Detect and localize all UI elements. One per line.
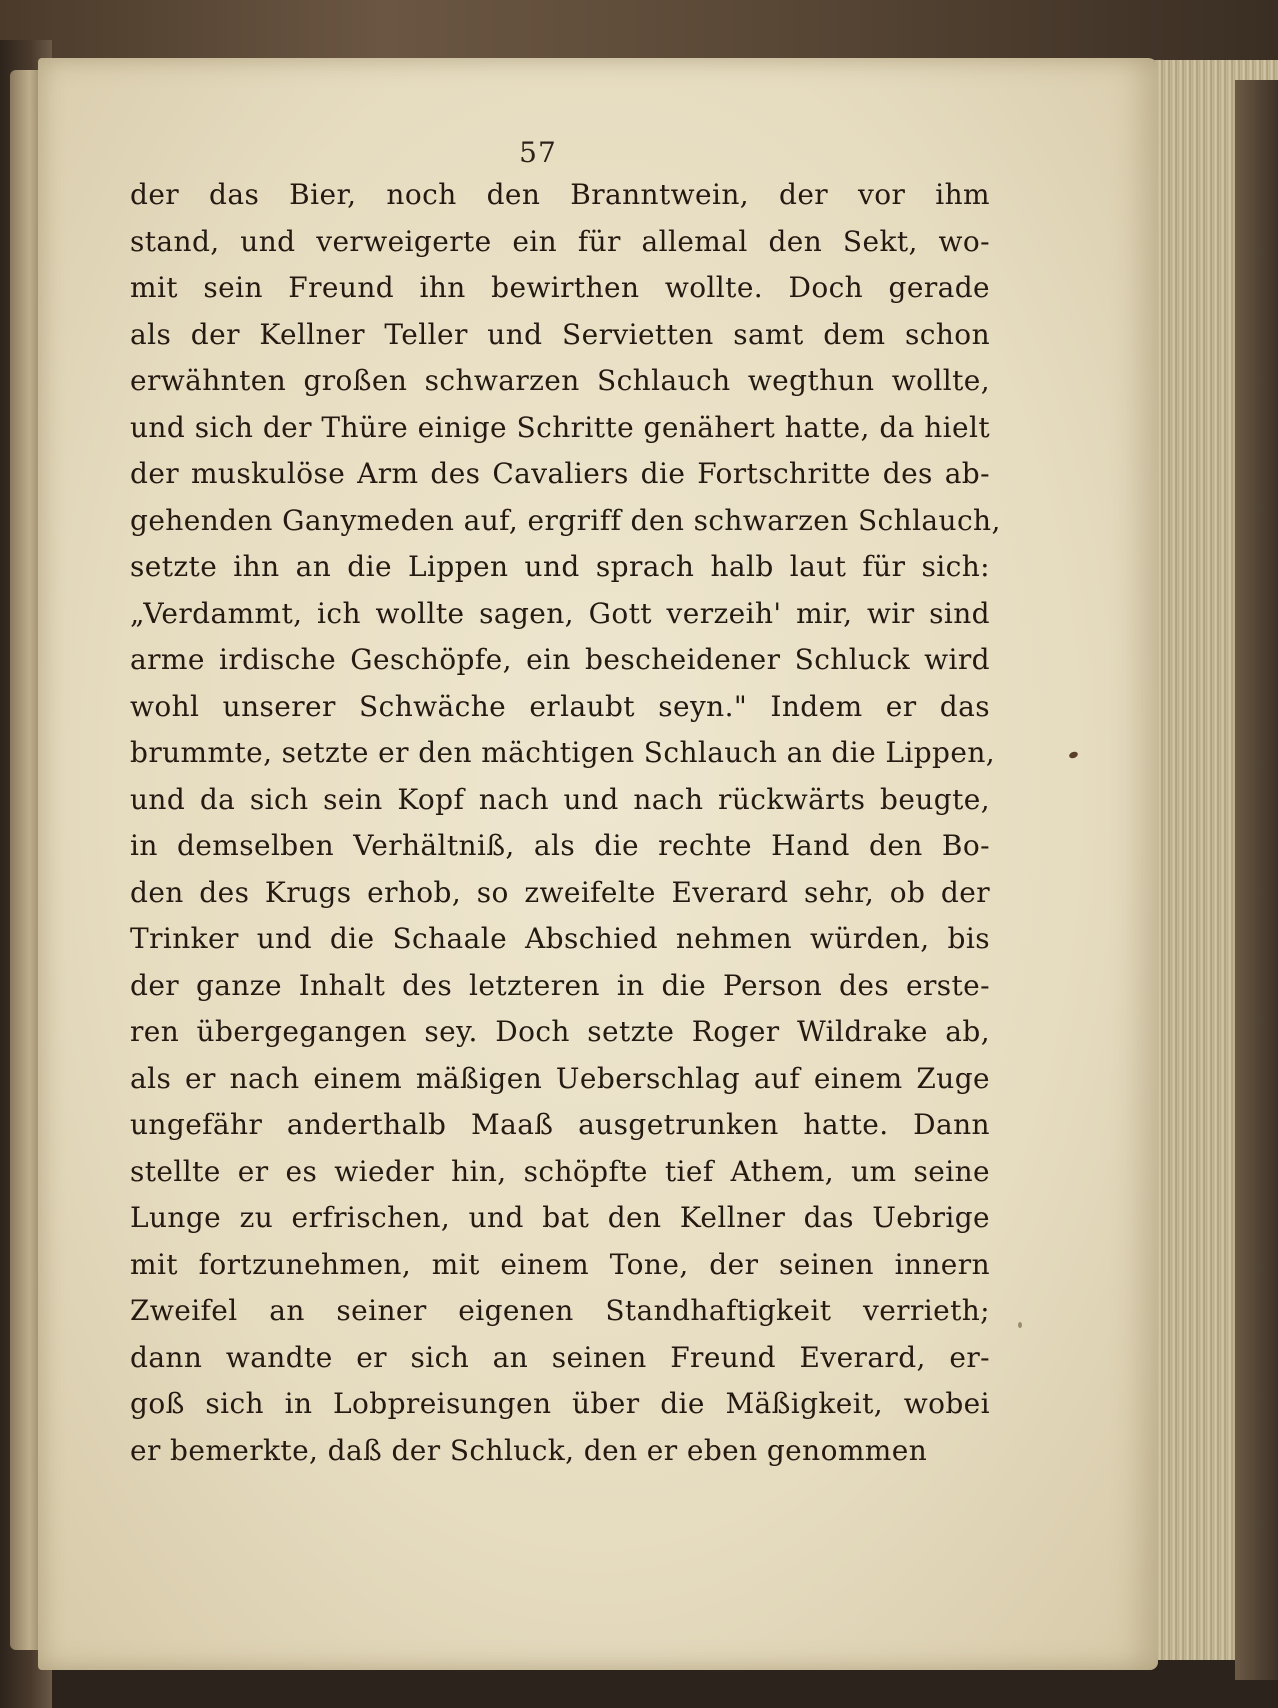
text-line: der ganze Inhalt des letzteren in die Person des erste- <box>130 968 990 1002</box>
text-line: arme irdische Geschöpfe, ein bescheidener Schluck wird <box>130 643 990 676</box>
text-line: Trinker und die Schaale Abschied nehmen würden, bis <box>130 922 990 955</box>
text-line: mit sein Freund ihn bewirthen wollte. Doch gerade <box>130 271 990 304</box>
text-line: erwähnten großen schwarzen Schlauch wegthun wollte, <box>130 364 990 397</box>
text-line: goß sich in Lobpreisungen über die Mäßigkeit, wobei <box>130 1387 990 1420</box>
text-line: mit fortzunehmen, mit einem Tone, der seinen innern <box>130 1247 990 1281</box>
text-line: stellte er es wieder hin, schöpfte tief Athem, um seine <box>130 1154 990 1188</box>
text-line: Zweifel an seiner eigenen Standhaftigkeit verrieth; <box>130 1294 990 1327</box>
text-line: als er nach einem mäßigen Ueberschlag auf einem Zuge <box>130 1061 990 1095</box>
text-line: der das Bier, noch den Branntwein, der vor ihm <box>130 178 990 211</box>
text-line: gehenden Ganymeden auf, ergriff den schwarzen Schlauch, <box>130 503 1001 537</box>
text-line: stand, und verweigerte ein für allemal den Sekt, wo- <box>130 224 990 258</box>
text-line: der muskulöse Arm des Cavaliers die Fortschritte des ab- <box>130 457 990 490</box>
text-line: brummte, setzte er den mächtigen Schlauch an die Lippen, <box>130 736 996 769</box>
text-line: ren übergegangen sey. Doch setzte Roger Wildrake ab, <box>130 1015 990 1048</box>
text-line: wohl unserer Schwäche erlaubt seyn." Indem er das <box>130 689 990 723</box>
text-line: in demselben Verhältniß, als die rechte Hand den Bo- <box>130 829 990 862</box>
text-line: er bemerkte, daß der Schluck, den er eben genommen <box>130 1433 928 1467</box>
body-text <box>130 172 1001 1474</box>
text-line: als der Kellner Teller und Servietten samt dem schon <box>130 317 990 351</box>
left-page-edge <box>10 70 38 1650</box>
text-line: „Verdammt, ich wollte sagen, Gott verzeih' mir, wir sind <box>130 596 990 630</box>
text-line: dann wandte er sich an seinen Freund Everard, er- <box>130 1340 990 1374</box>
text-line: den des Krugs erhob, so zweifelte Everard sehr, ob der <box>130 875 990 909</box>
text-line: und sich der Thüre einige Schritte genähert hatte, da hielt <box>130 410 990 444</box>
text-line: und da sich sein Kopf nach und nach rückwärts beugte, <box>130 782 990 816</box>
text-line: Lunge zu erfrischen, und bat den Kellner das Uebrige <box>130 1201 990 1234</box>
paper-speck <box>1018 1322 1022 1328</box>
book-cover-right <box>1235 80 1278 1680</box>
page-number: 57 <box>519 136 557 169</box>
text-line: ungefähr anderthalb Maaß ausgetrunken hatte. Dann <box>130 1108 990 1141</box>
text-line: setzte ihn an die Lippen und sprach halb laut für sich: <box>130 550 990 583</box>
